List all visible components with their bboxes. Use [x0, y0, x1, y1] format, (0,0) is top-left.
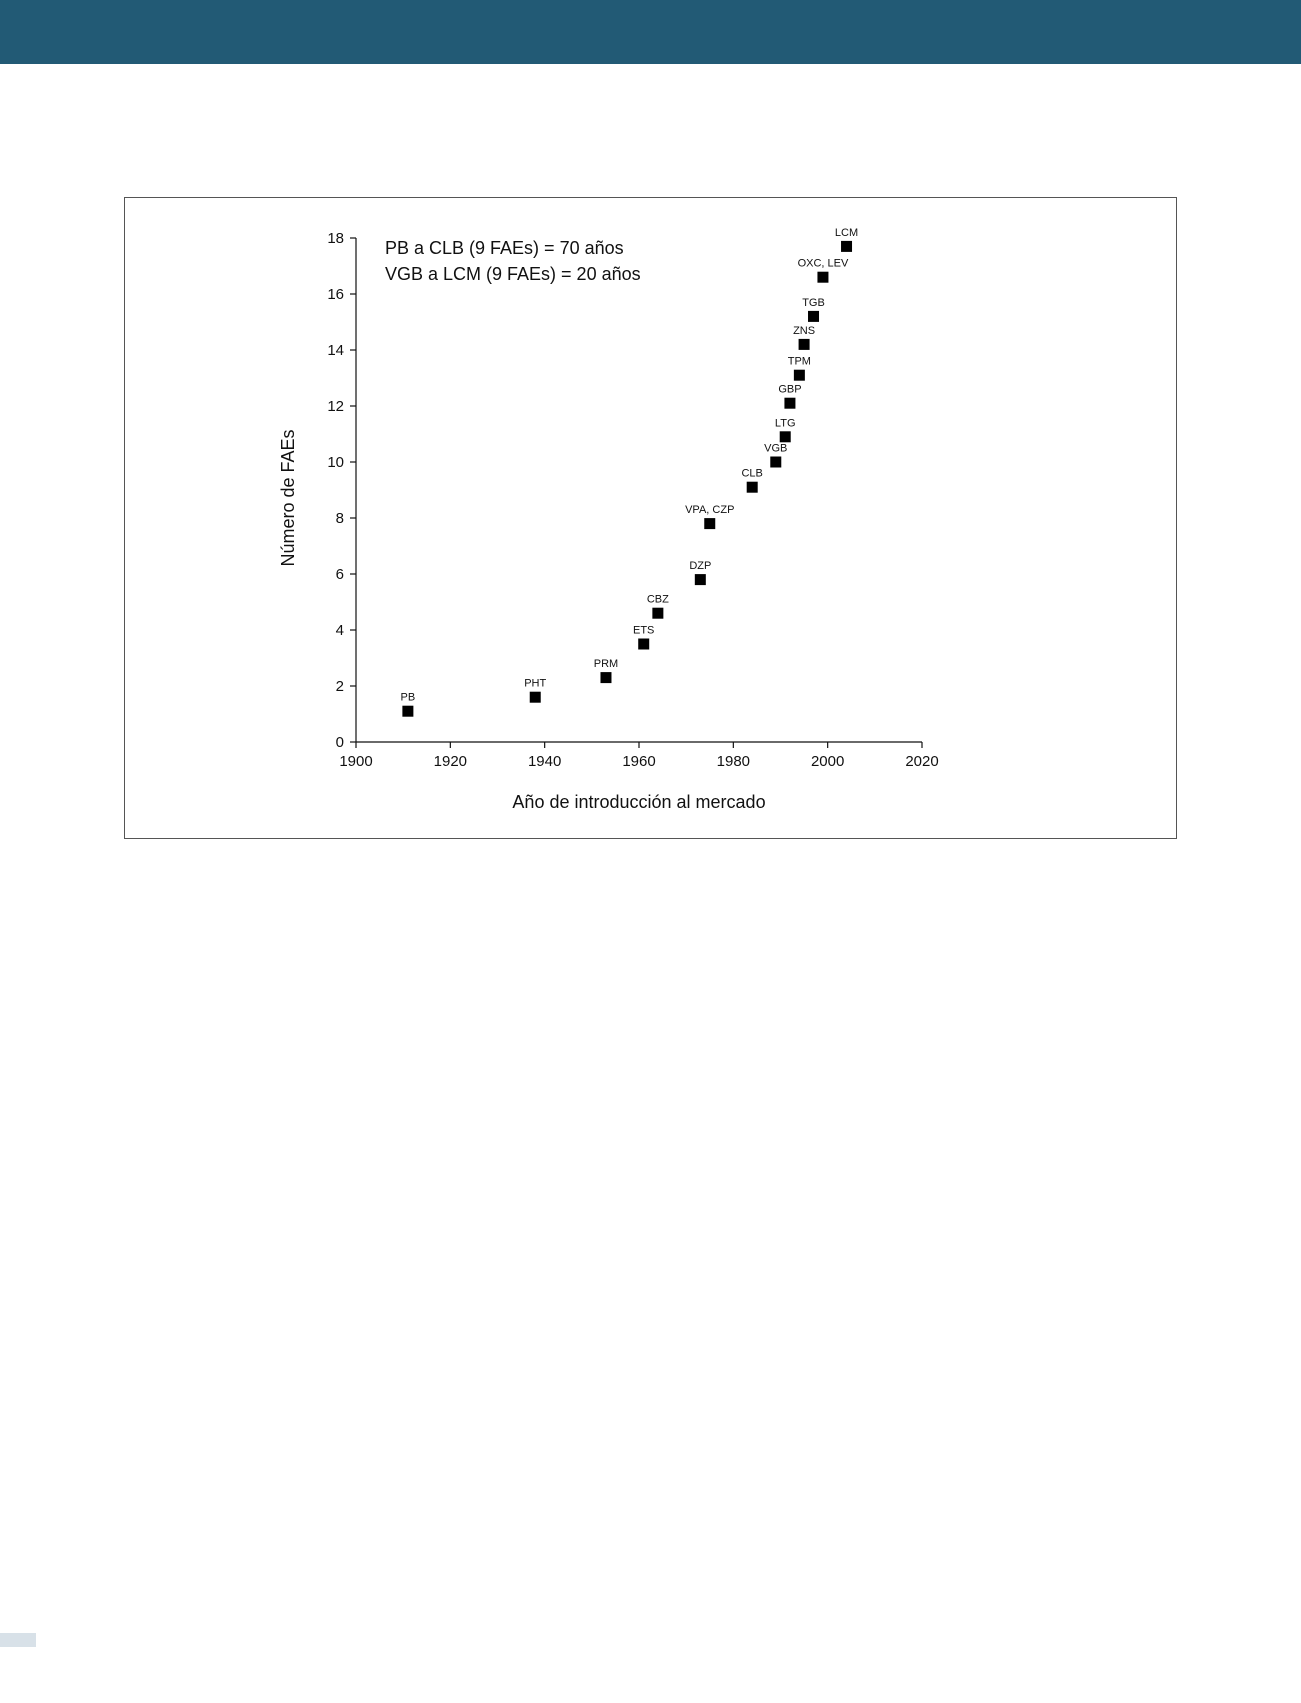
y-tick-label: 8 [335, 510, 344, 527]
x-tick-label: 1900 [339, 753, 373, 770]
y-tick-label: 14 [327, 342, 344, 359]
y-tick-label: 10 [327, 454, 344, 471]
y-tick-label: 4 [335, 622, 344, 639]
data-point-label: DZP [689, 560, 712, 573]
x-tick-label: 1980 [716, 753, 751, 770]
y-ticks [327, 230, 356, 751]
data-point-marker [530, 692, 541, 703]
y-tick-label: 6 [335, 566, 344, 583]
page-corner-tab [0, 1633, 36, 1647]
scatter-chart [125, 198, 1178, 840]
y-axis-title: Número de FAEs [278, 429, 298, 567]
data-point-marker [841, 241, 852, 252]
data-point-label: PHT [524, 677, 547, 690]
x-tick-label: 1940 [527, 753, 562, 770]
figure-frame [124, 197, 1177, 839]
chart-axes [356, 238, 922, 742]
data-point-marker [695, 574, 706, 585]
data-point-marker [770, 457, 781, 468]
data-point-marker [638, 639, 649, 650]
data-point-label: VPA, CZP [685, 504, 735, 517]
x-axis-title: Año de introducción al mercado [512, 792, 766, 812]
data-point-marker [817, 272, 828, 283]
data-point-marker [600, 672, 611, 683]
y-tick-label: 2 [335, 678, 344, 695]
data-points [402, 241, 852, 717]
x-tick-label: 1960 [622, 753, 656, 770]
data-point-marker [808, 311, 819, 322]
data-point-label: GBP [778, 383, 802, 396]
data-point-label: VGB [764, 442, 788, 455]
data-point-label: OXC, LEV [797, 257, 849, 270]
data-point-labels [401, 227, 859, 704]
data-point-label: TGB [802, 296, 825, 309]
data-point-marker [402, 706, 413, 717]
data-point-label: PRM [593, 658, 619, 671]
data-point-label: ETS [633, 624, 655, 637]
data-point-label: LTG [774, 417, 796, 430]
data-point-label: TPM [787, 355, 811, 368]
y-tick-label: 18 [327, 230, 344, 247]
data-point-marker [747, 482, 758, 493]
data-point-marker [784, 398, 795, 409]
data-point-label: PB [400, 691, 416, 704]
x-tick-label: 2000 [810, 753, 845, 770]
header-band [0, 0, 1301, 64]
x-ticks [339, 742, 938, 770]
data-point-marker [780, 431, 791, 442]
annotation-line-2: VGB a LCM (9 FAEs) = 20 años [385, 264, 641, 284]
data-point-label: CLB [741, 467, 763, 480]
data-point-marker [799, 339, 810, 350]
x-tick-label: 2020 [905, 753, 939, 770]
annotation-line-1: PB a CLB (9 FAEs) = 70 años [385, 238, 624, 258]
x-tick-label: 1920 [433, 753, 468, 770]
data-point-marker [652, 608, 663, 619]
data-point-marker [794, 370, 805, 381]
data-point-label: LCM [834, 226, 859, 239]
data-point-marker [704, 518, 715, 529]
data-point-label: CBZ [646, 593, 669, 606]
y-tick-label: 12 [327, 398, 344, 415]
y-tick-label: 0 [335, 734, 344, 751]
data-point-label: ZNS [793, 324, 816, 337]
y-tick-label: 16 [327, 286, 344, 303]
